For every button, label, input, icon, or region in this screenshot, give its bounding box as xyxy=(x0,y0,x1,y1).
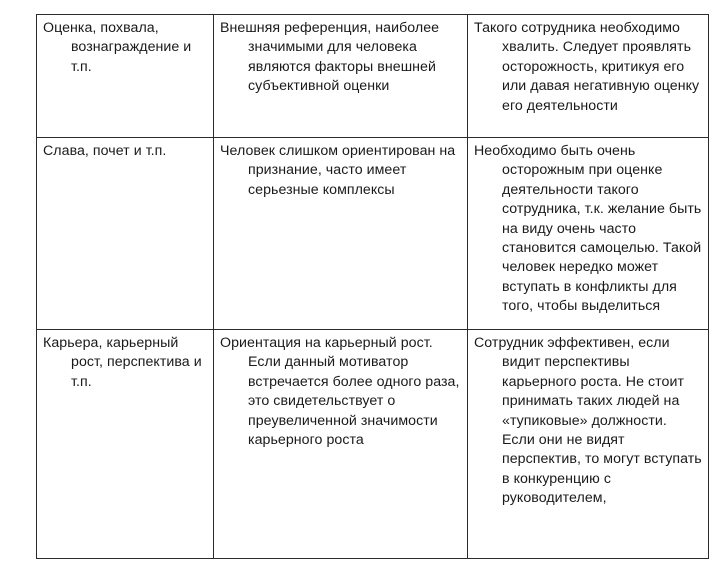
recommendation-cell xyxy=(468,138,709,330)
motivator-cell xyxy=(37,330,214,559)
characteristic-text: Внешняя референция, наиболее значимыми для человека являются факторы внешней субъективной оценки xyxy=(220,20,440,95)
table-row xyxy=(37,330,709,559)
recommendation-cell xyxy=(468,330,709,559)
characteristic-text: Человек слишком ориентирован на признание, часто имеет серьезные комплексы xyxy=(220,143,456,198)
characteristic-cell xyxy=(214,138,468,330)
motivator-cell xyxy=(37,138,214,330)
motivator-text: Карьера, карьерный рост, перспектива и т.п. xyxy=(43,335,202,390)
characteristic-cell xyxy=(214,330,468,559)
recommendation-text: Такого сотрудника необходимо хвалить. Следует проявлять осторожность, критикуя его или давая негативную оценку его деятельности xyxy=(474,20,700,114)
motivator-cell xyxy=(37,15,214,138)
motivator-text: Слава, почет и т.п. xyxy=(43,143,167,159)
recommendation-text: Сотрудник эффективен, если видит перспективы карьерного роста. Не стоит принимать таких людей на «тупиковые» должности. Если они не видят перспектив, то могут вступать в конкуренцию с руководителем, xyxy=(474,335,702,507)
table-row xyxy=(37,15,709,138)
document-page xyxy=(36,14,708,574)
motivation-table xyxy=(36,14,709,559)
characteristic-cell xyxy=(214,15,468,138)
recommendation-text: Необходимо быть очень осторожным при оценке деятельности такого сотрудника, т.к. желание быть на виду очень часто становится самоцелью. Такой человек нередко может вступать в конфликты для того, чтобы выделиться xyxy=(474,143,702,315)
characteristic-text: Ориентация на карьерный рост. Если данный мотиватор встречается более одного раза, это свидетельствует о преувеличенной значимости карьерного роста xyxy=(220,335,460,449)
recommendation-cell xyxy=(468,15,709,138)
motivator-text: Оценка, похвала, вознаграждение и т.п. xyxy=(43,20,192,75)
table-row xyxy=(37,138,709,330)
